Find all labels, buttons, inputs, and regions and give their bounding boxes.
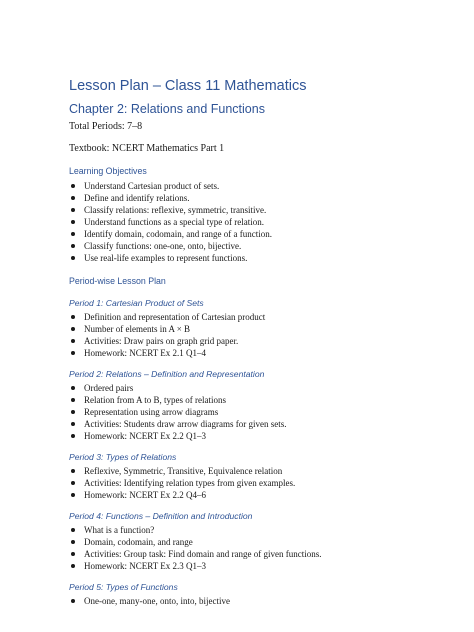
bullet-icon bbox=[71, 196, 75, 200]
page-title: Lesson Plan – Class 11 Mathematics bbox=[69, 78, 307, 94]
list-item bbox=[69, 489, 449, 501]
list-item-text: Classify relations: reflexive, symmetric, transitive. bbox=[84, 205, 267, 215]
bullet-icon bbox=[71, 552, 75, 556]
period-2-heading: Period 2: Relations – Definition and Representation bbox=[69, 369, 265, 379]
list-item-text: Relation from A to B, types of relations bbox=[84, 395, 226, 405]
period-2-list bbox=[69, 382, 449, 442]
bullet-icon bbox=[71, 493, 75, 497]
list-item-text: Ordered pairs bbox=[84, 383, 134, 393]
total-periods-text: Total Periods: 7–8 bbox=[69, 121, 143, 132]
bullet-icon bbox=[71, 315, 75, 319]
list-item-text: Homework: NCERT Ex 2.2 Q1–3 bbox=[84, 431, 207, 441]
list-item-text: Understand functions as a special type of relation. bbox=[84, 217, 264, 227]
list-item-text: Understand Cartesian product of sets. bbox=[84, 181, 220, 191]
list-item-text: Definition and representation of Cartesian product bbox=[84, 312, 266, 322]
bullet-icon bbox=[71, 540, 75, 544]
period-3-heading: Period 3: Types of Relations bbox=[69, 452, 177, 462]
lesson-plan-heading: Period-wise Lesson Plan bbox=[69, 276, 166, 286]
list-item-text: Homework: NCERT Ex 2.2 Q4–6 bbox=[84, 490, 207, 500]
list-item bbox=[69, 465, 449, 477]
list-item bbox=[69, 323, 449, 335]
list-item bbox=[69, 335, 449, 347]
list-item bbox=[69, 536, 449, 548]
list-item bbox=[69, 311, 449, 323]
bullet-icon bbox=[71, 244, 75, 248]
list-item-text: Activities: Identifying relation types from given examples. bbox=[84, 478, 296, 488]
period-3-list bbox=[69, 465, 449, 501]
textbook-text: Textbook: NCERT Mathematics Part 1 bbox=[69, 143, 225, 154]
period-5-heading: Period 5: Types of Functions bbox=[69, 582, 178, 592]
list-item-text: Number of elements in A × B bbox=[84, 324, 191, 334]
bullet-icon bbox=[71, 232, 75, 236]
list-item bbox=[69, 394, 449, 406]
list-item-text: One-one, many-one, onto, into, bijective bbox=[84, 596, 230, 606]
list-item bbox=[69, 477, 449, 489]
bullet-icon bbox=[71, 351, 75, 355]
list-item-text: Domain, codomain, and range bbox=[84, 537, 193, 547]
bullet-icon bbox=[71, 208, 75, 212]
period-1-heading: Period 1: Cartesian Product of Sets bbox=[69, 298, 204, 308]
objectives-heading: Learning Objectives bbox=[69, 166, 147, 176]
bullet-icon bbox=[71, 422, 75, 426]
list-item bbox=[69, 180, 449, 192]
list-item-text: Representation using arrow diagrams bbox=[84, 407, 219, 417]
list-item-text: What is a function? bbox=[84, 525, 155, 535]
bullet-icon bbox=[71, 327, 75, 331]
period-4-heading: Period 4: Functions – Definition and Introduction bbox=[69, 511, 253, 521]
list-item bbox=[69, 418, 449, 430]
list-item-text: Classify functions: one-one, onto, bijective. bbox=[84, 241, 242, 251]
list-item bbox=[69, 204, 449, 216]
bullet-icon bbox=[71, 220, 75, 224]
list-item bbox=[69, 240, 449, 252]
bullet-icon bbox=[71, 339, 75, 343]
objectives-list bbox=[69, 180, 449, 264]
list-item bbox=[69, 548, 449, 560]
list-item-text: Activities: Students draw arrow diagrams for given sets. bbox=[84, 419, 287, 429]
period-5-list bbox=[69, 595, 449, 607]
bullet-icon bbox=[71, 469, 75, 473]
list-item-text: Use real-life examples to represent functions. bbox=[84, 253, 248, 263]
period-4-list bbox=[69, 524, 449, 572]
list-item bbox=[69, 595, 449, 607]
bullet-icon bbox=[71, 434, 75, 438]
list-item bbox=[69, 406, 449, 418]
list-item bbox=[69, 252, 449, 264]
bullet-icon bbox=[71, 564, 75, 568]
bullet-icon bbox=[71, 386, 75, 390]
bullet-icon bbox=[71, 184, 75, 188]
list-item-text: Activities: Group task: Find domain and range of given functions. bbox=[84, 549, 322, 559]
bullet-icon bbox=[71, 599, 75, 603]
list-item bbox=[69, 228, 449, 240]
list-item-text: Identify domain, codomain, and range of a function. bbox=[84, 229, 272, 239]
list-item bbox=[69, 216, 449, 228]
bullet-icon bbox=[71, 528, 75, 532]
list-item bbox=[69, 347, 449, 359]
list-item bbox=[69, 192, 449, 204]
list-item-text: Reflexive, Symmetric, Transitive, Equivalence relation bbox=[84, 466, 283, 476]
list-item-text: Define and identify relations. bbox=[84, 193, 190, 203]
chapter-heading: Chapter 2: Relations and Functions bbox=[69, 102, 265, 116]
bullet-icon bbox=[71, 481, 75, 485]
bullet-icon bbox=[71, 398, 75, 402]
list-item bbox=[69, 560, 449, 572]
bullet-icon bbox=[71, 256, 75, 260]
list-item-text: Activities: Draw pairs on graph grid paper. bbox=[84, 336, 239, 346]
period-1-list bbox=[69, 311, 449, 359]
list-item bbox=[69, 430, 449, 442]
list-item-text: Homework: NCERT Ex 2.3 Q1–3 bbox=[84, 561, 207, 571]
bullet-icon bbox=[71, 410, 75, 414]
list-item-text: Homework: NCERT Ex 2.1 Q1–4 bbox=[84, 348, 207, 358]
list-item bbox=[69, 524, 449, 536]
list-item bbox=[69, 382, 449, 394]
document-body bbox=[69, 77, 449, 607]
